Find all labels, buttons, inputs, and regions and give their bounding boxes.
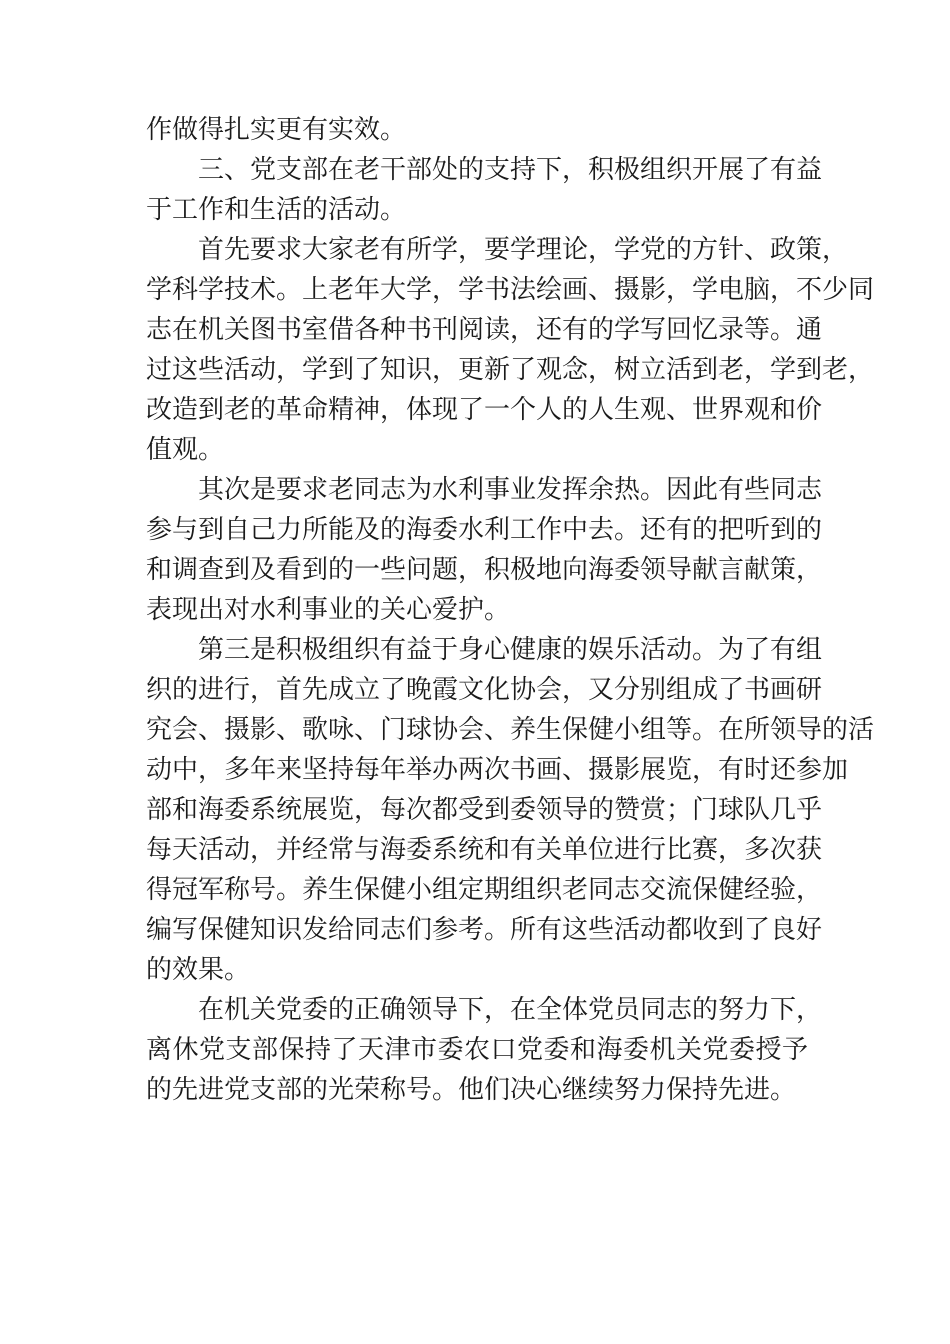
text-line: 三、党支部在老干部处的支持下，积极组织开展了有益 [198,155,823,185]
text-line: 和调查到及看到的一些问题，积极地向海委领导献言献策， [146,555,823,585]
text-line: 第三是积极组织有益于身心健康的娱乐活动。为了有组 [198,635,823,665]
text-line: 首先要求大家老有所学，要学理论，学党的方针、政策， [198,235,849,265]
text-line: 参与到自己力所能及的海委水利工作中去。还有的把听到的 [146,515,823,545]
text-line: 得冠军称号。养生保健小组定期组织老同志交流保健经验， [146,875,823,905]
text-line: 学科学技术。上老年大学，学书法绘画、摄影，学电脑，不少同 [146,275,875,305]
document-body [146,110,875,1110]
text-line: 其次是要求老同志为水利事业发挥余热。因此有些同志 [198,475,823,505]
text-line: 每天活动，并经常与海委系统和有关单位进行比赛，多次获 [146,835,823,865]
text-line: 于工作和生活的活动。 [146,195,407,225]
text-line: 动中，多年来坚持每年举办两次书画、摄影展览，有时还参加 [146,755,849,785]
text-line: 织的进行，首先成立了晚霞文化协会，又分别组成了书画研 [146,675,823,705]
text-line: 的效果。 [146,955,251,985]
text-line: 改造到老的革命精神，体现了一个人的人生观、世界观和价 [146,395,823,425]
text-line: 的先进党支部的光荣称号。他们决心继续努力保持先进。 [146,1075,797,1105]
text-line: 值观。 [146,435,225,465]
text-line: 离休党支部保持了天津市委农口党委和海委机关党委授予 [146,1035,808,1065]
text-line: 志在机关图书室借各种书刊阅读，还有的学写回忆录等。通 [146,315,823,345]
text-line: 编写保健知识发给同志们参考。所有这些活动都收到了良好 [146,915,823,945]
text-line: 究会、摄影、歌咏、门球协会、养生保健小组等。在所领导的活 [146,715,875,745]
text-line: 在机关党委的正确领导下，在全体党员同志的努力下， [198,995,823,1025]
text-line: 过这些活动，学到了知识，更新了观念，树立活到老，学到老， [146,355,875,385]
text-line: 部和海委系统展览，每次都受到委领导的赞赏；门球队几乎 [146,795,823,825]
text-line: 作做得扎实更有实效。 [146,115,407,145]
text-line: 表现出对水利事业的关心爱护。 [146,595,511,625]
